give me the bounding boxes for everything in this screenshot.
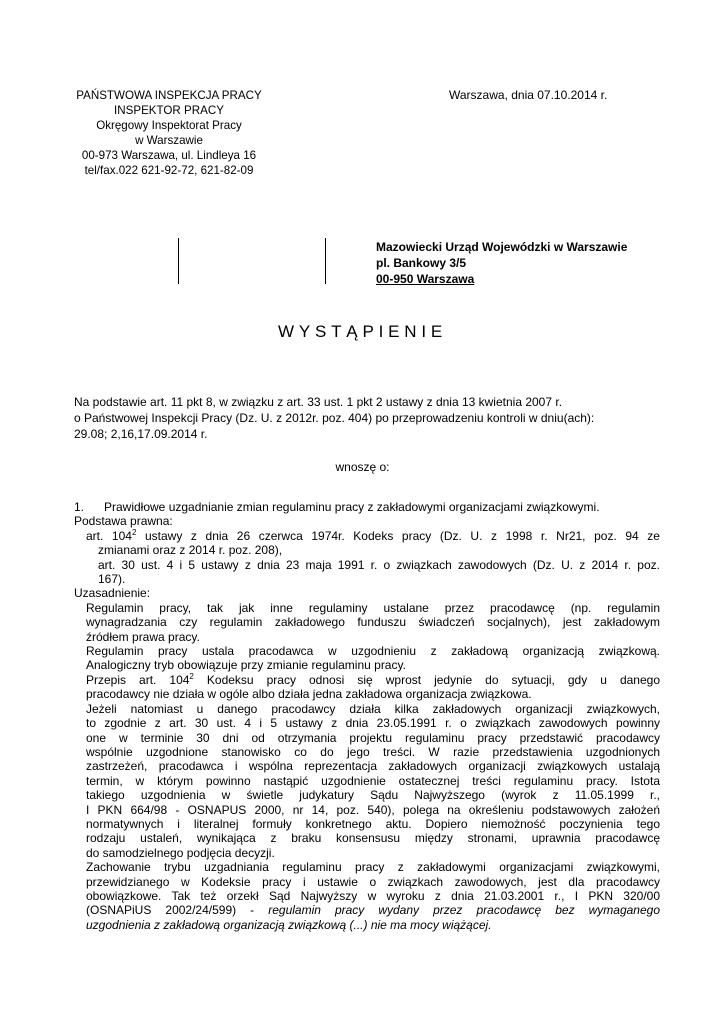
address-bracket-left xyxy=(178,238,179,284)
justification-paragraph-3: Przepis art. $104^2$ Kodeksu pracy odnosi się wprost jedynie do sytuacji, gdy u danego pracodawcy nie działa w ogóle albo działa jedna zakładowa organizacja związkowa. xyxy=(86,671,660,702)
addressee-postal: 00-950 Warszawa xyxy=(376,272,475,286)
sender-block xyxy=(64,88,274,178)
document-date: Warszawa, dnia 07.10.2014 r. xyxy=(449,88,608,102)
sender-phone: tel/fax.022 621-92-72, 621-82-09 xyxy=(84,164,254,177)
request-heading: wnoszę o: xyxy=(335,460,390,474)
point-1 xyxy=(74,500,660,514)
addressee-block xyxy=(376,239,627,287)
request-content xyxy=(74,500,660,932)
justification-paragraph-4: Jeżeli natomiast u danego pracodawcy działa kilka zakładowych organizacji związkowych, to zgodnie z art. 30 ust. 4 i 5 ustawy z dnia 23.05.1991 r. o związkach zawodowych powinny one w terminie 30 dni od otrzymania projektu regulaminu pracy przedstawić pracodawcy wspólnie uzgodnione stanowisko co do jego treści. W razie przedstawienia uzgodnionych zastrzeżeń, pracodawca i wspólna reprezentacja zakładowych organizacji związkowych ustalają termin, w którym powinno nastąpić uzgodnienie ostatecznej treści regulaminu pracy. Istota takiego uzgodnienia w świetle judykatury Sądu Najwyższego (wyrok z 11.05.1999 r., I PKN 664/98 - OSNAPUS 2000, nr 14, poz. 540), polega na określeniu podstawowych założeń normatywnych i literalnej formuły konkretnego aktu. Dopiero niemożność poczynienia tego rodzaju ustaleń, wynikająca z braku konsensusu między stronami, uprawnia pracodawcę do samodzielnego podjęcia decyzji. xyxy=(86,701,660,860)
addressee-name: Mazowiecki Urząd Wojewódzki w Warszawie xyxy=(376,240,628,254)
legal-basis-item-cont: 167). xyxy=(98,572,126,587)
sender-role: INSPEKTOR PRACY xyxy=(114,104,224,117)
intro-line: o Państwowej Inspekcji Pracy (Dz. U. z 2012r. poz. 404) po przeprowadzeniu kontroli w dniu(ach): xyxy=(74,411,595,425)
intro-line: 29.08; 2,16,17.09.2014 r. xyxy=(74,427,208,441)
justification-heading: Uzasadnienie: xyxy=(74,586,151,601)
legal-basis-item-cont: zmianami oraz z 2014 r. poz. 208), xyxy=(98,543,283,558)
point-text: Prawidłowe uzgadnianie zmian regulaminu pracy z zakładowymi organizacjami związkowymi. xyxy=(104,500,600,514)
addressee-street: pl. Bankowy 3/5 xyxy=(376,256,467,270)
address-bracket-right xyxy=(325,238,326,284)
legal-basis-heading: Podstawa prawna: xyxy=(74,514,173,529)
intro-paragraph xyxy=(74,394,659,442)
point-number: 1. xyxy=(74,500,85,514)
sender-institution: PAŃSTWOWA INSPEKCJA PRACY xyxy=(76,89,262,102)
legal-basis-item: art. $104^2$ ustawy z dnia 26 czerwca 1974r. Kodeks pracy (Dz. U. z 1998 r. Nr21, poz. 94 ze xyxy=(86,527,660,543)
justification-paragraph-1: Regulamin pracy, tak jak inne regulaminy ustalane przez pracodawcę (np. regulamin wynagradzania czy regulamin zakładowego funduszu świadczeń socjalnych), jest zakładowym źródłem prawa pracy. xyxy=(86,600,660,644)
document-title: WYSTĄPIENIE xyxy=(278,322,447,341)
legal-basis-item: art. 30 ust. 4 i 5 ustawy z dnia 23 maja 1991 r. o związkach zawodowych (Dz. U. z 2014 r. poz. xyxy=(98,557,660,572)
intro-line: Na podstawie art. 11 pkt 8, w związku z art. 33 ust. 1 pkt 2 ustawy z dnia 13 kwietnia 2007 r. xyxy=(74,395,563,409)
justification-paragraph-5: Zachowanie trybu uzgadniania regulaminu pracy z zakładowymi organizacjami związkowymi, przewidzianego w Kodeksie pracy i ustawie o związkach zawodowych, jest dla pracodawcy obowiązkowe. Tak też orzekł Sąd Najwyższy w wyroku z dnia 21.03.2001 r., I PKN 320/00 (OSNAPiUS 2002/24/599) - regulamin pracy wydany przez pracodawcę bez wymaganego uzgodnienia z zakładową organizacją związkową (...) nie ma mocy wiążącej. xyxy=(86,860,660,932)
justification-paragraph-2: Regulamin pracy ustala pracodawca w uzgodnieniu z zakładową organizacją związkową. Analogiczny tryb obowiązuje przy zmianie regulaminu pracy. xyxy=(86,644,660,673)
sender-address: 00-973 Warszawa, ul. Lindleya 16 xyxy=(81,149,257,162)
sender-city: w Warszawie xyxy=(135,134,203,147)
sender-office: Okręgowy Inspektorat Pracy xyxy=(96,119,242,132)
